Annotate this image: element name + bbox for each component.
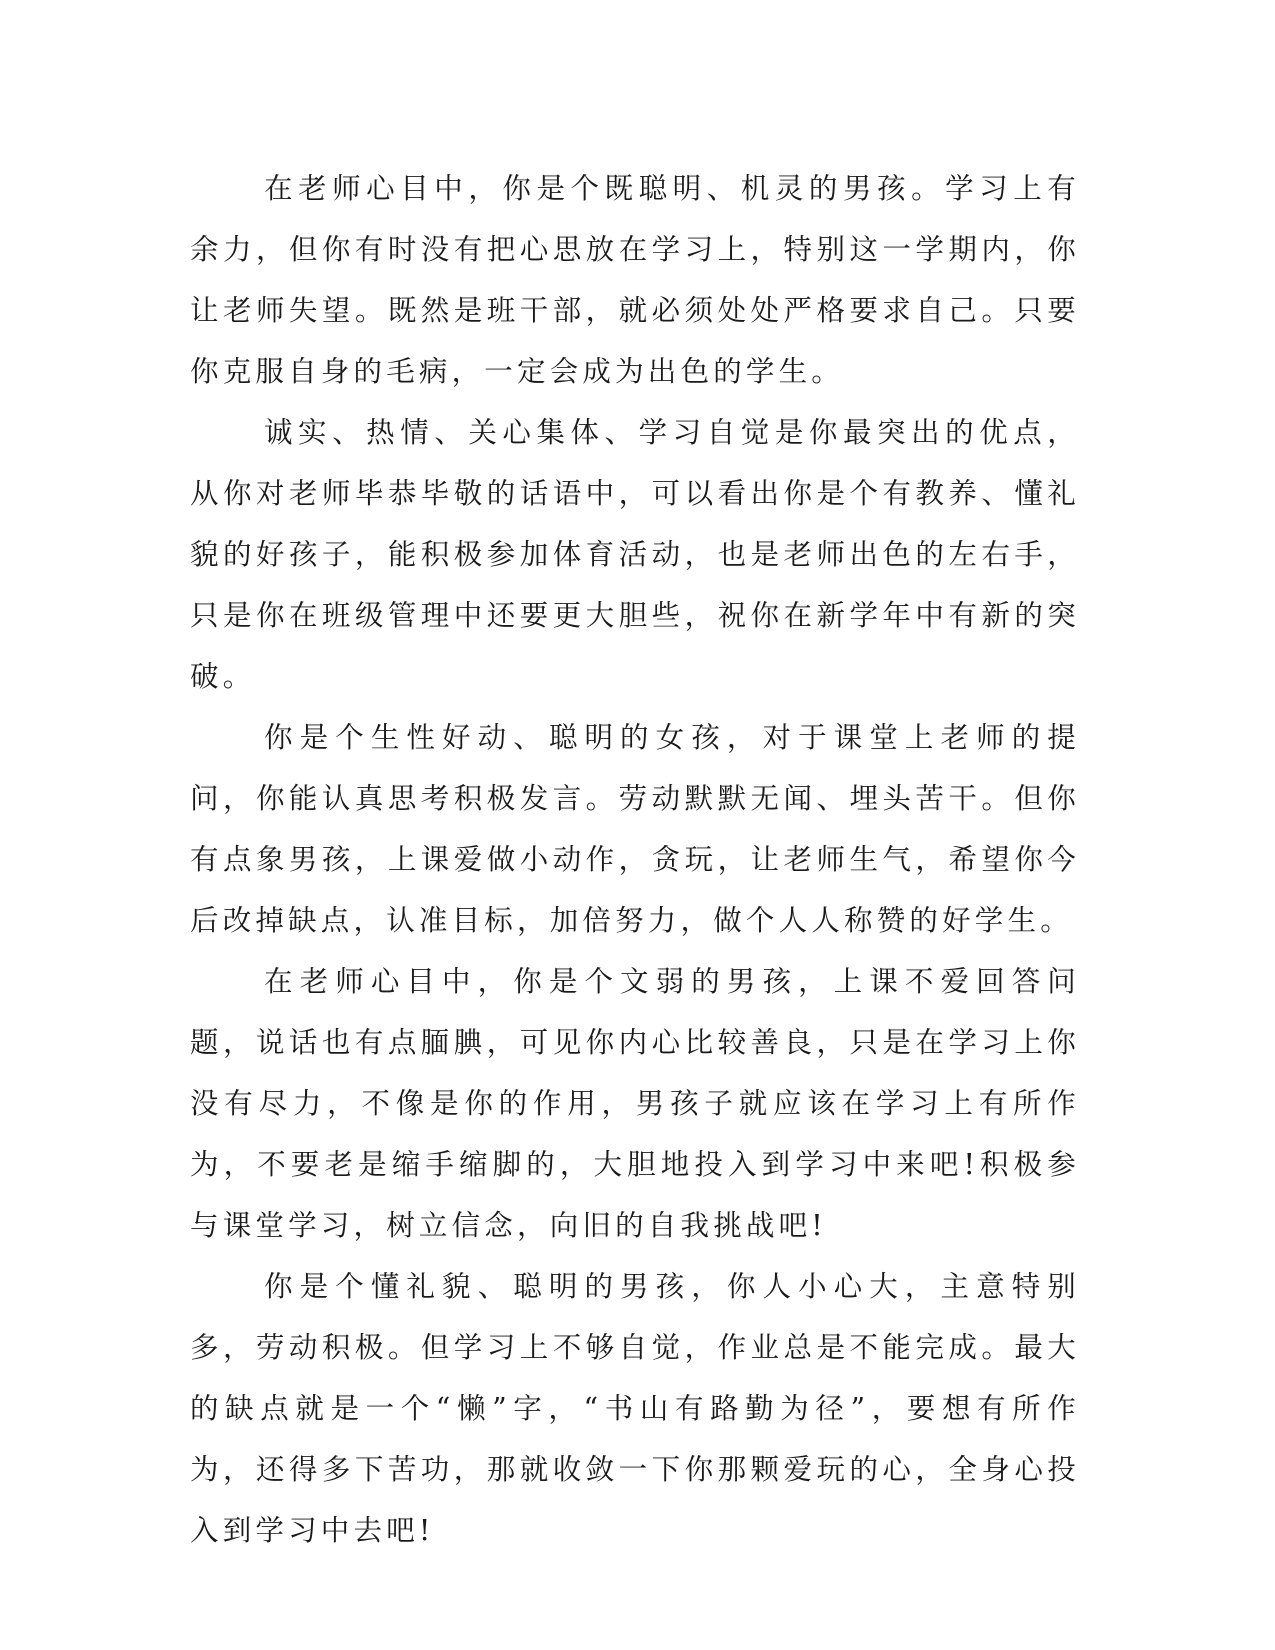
paragraph-4: 在老师心目中，你是个文弱的男孩，上课不爱回答问题，说话也有点腼腆，可见你内心比较善良，只是在学习上你没有尽力，不像是你的作用，男孩子就应该在学习上有所作为，不要老是缩手缩脚的，大胆地投入到学习中来吧!积极参与课堂学习，树立信念，向旧的自我挑战吧! [190, 965, 1080, 1242]
paragraph-5: 你是个懂礼貌、聪明的男孩，你人小心大，主意特别多，劳动积极。但学习上不够自觉，作业总是不能完成。最大的缺点就是一个“懒”字，“书山有路勤为径”，要想有所作为，还得多下苦功，那就收敛一下你那颗爱玩的心，全身心投入到学习中去吧! [190, 1270, 1080, 1547]
paragraph-3: 你是个生性好动、聪明的女孩，对于课堂上老师的提问，你能认真思考积极发言。劳动默默无闻、埋头苦干。但你有点象男孩，上课爱做小动作，贪玩，让老师生气，希望你今后改掉缺点，认准目标，加倍努力，做个人人称赞的好学生。 [190, 721, 1080, 937]
paragraph-2: 诚实、热情、关心集体、学习自觉是你最突出的优点，从你对老师毕恭毕敬的话语中，可以看出你是个有教养、懂礼貌的好孩子，能积极参加体育活动，也是老师出色的左右手，只是你在班级管理中还要更大胆些，祝你在新学年中有新的突破。 [190, 416, 1080, 693]
paragraph-1: 在老师心目中，你是个既聪明、机灵的男孩。学习上有余力，但你有时没有把心思放在学习上，特别这一学期内，你让老师失望。既然是班干部，就必须处处严格要求自己。只要你克服自身的毛病，一定会成为出色的学生。 [190, 172, 1080, 388]
document-body [190, 158, 1080, 1561]
